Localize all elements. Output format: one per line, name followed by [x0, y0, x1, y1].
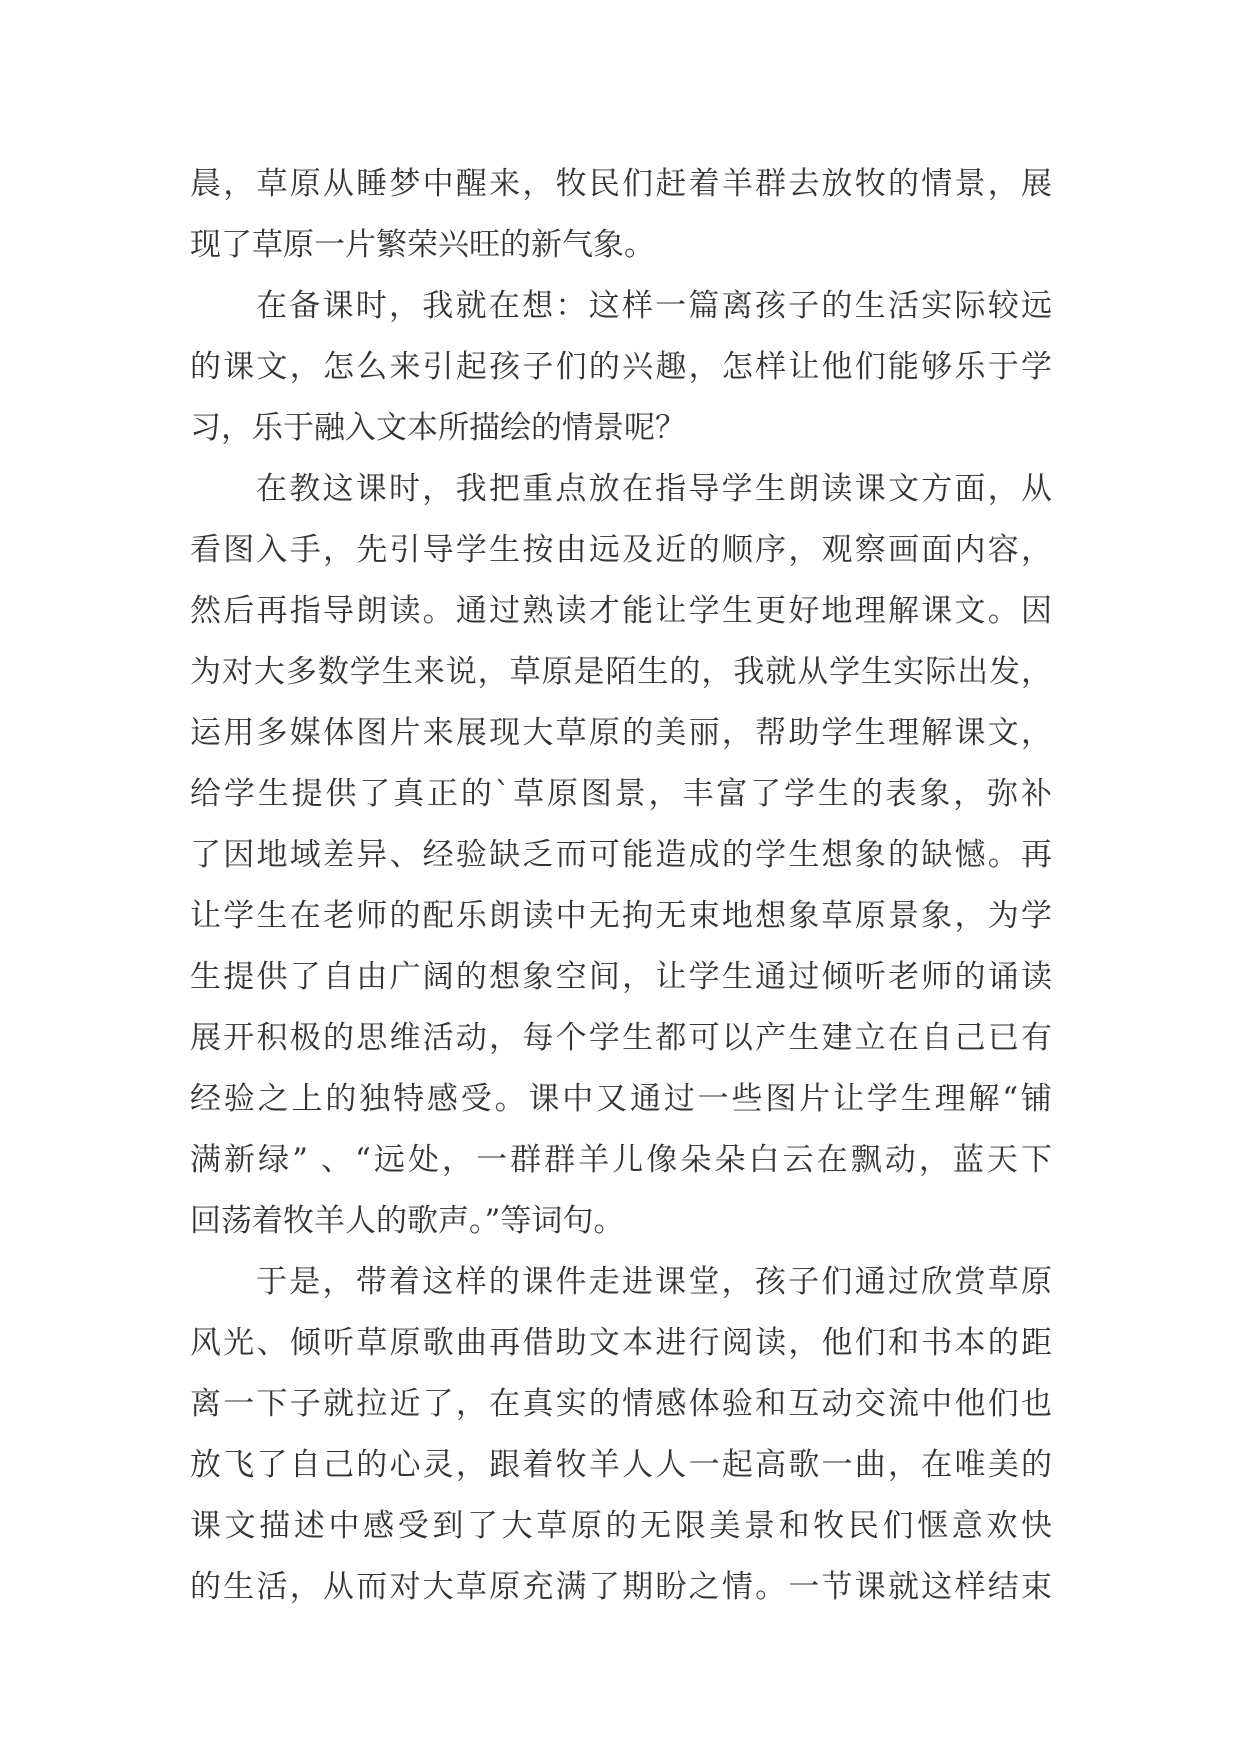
text-line: 给学生提供了真正的`草原图景，丰富了学生的表象，弥补 — [190, 776, 1052, 812]
text-line: 课文描述中感受到了大草原的无限美景和牧民们惬意欢快 — [190, 1508, 1052, 1544]
text-line: 的生活，从而对大草原充满了期盼之情。一节课就这样结束 — [190, 1569, 1052, 1605]
document-body — [190, 154, 1052, 1618]
text-line: 离一下子就拉近了，在真实的情感体验和互动交流中他们也 — [190, 1386, 1052, 1422]
text-line: 展开积极的思维活动，每个学生都可以产生建立在自己已有 — [190, 1020, 1052, 1056]
text-line: 于是，带着这样的课件走进课堂，孩子们通过欣赏草原 — [256, 1264, 1052, 1300]
text-line: 晨，草原从睡梦中醒来，牧民们赶着羊群去放牧的情景，展 — [190, 166, 1052, 202]
text-line: 满新绿” 、“远处，一群群羊儿像朵朵白云在飘动，蓝天下 — [190, 1142, 1052, 1178]
text-line: 在教这课时，我把重点放在指导学生朗读课文方面，从 — [256, 471, 1052, 507]
text-line: 了因地域差异、经验缺乏而可能造成的学生想象的缺憾。再 — [190, 837, 1052, 873]
text-line: 然后再指导朗读。通过熟读才能让学生更好地理解课文。因 — [190, 593, 1052, 629]
text-line: 在备课时，我就在想：这样一篇离孩子的生活实际较远 — [256, 288, 1052, 324]
text-line: 生提供了自由广阔的想象空间，让学生通过倾听老师的诵读 — [190, 959, 1052, 995]
text-line: 放飞了自己的心灵，跟着牧羊人人一起高歌一曲，在唯美的 — [190, 1447, 1052, 1483]
text-line: 让学生在老师的配乐朗读中无拘无束地想象草原景象，为学 — [190, 898, 1052, 934]
text-line: 现了草原一片繁荣兴旺的新气象。 — [190, 227, 655, 263]
text-line: 回荡着牧羊人的歌声。”等词句。 — [190, 1203, 625, 1239]
text-line: 为对大多数学生来说，草原是陌生的，我就从学生实际出发， — [190, 654, 1052, 690]
text-line: 风光、倾听草原歌曲再借助文本进行阅读，他们和书本的距 — [190, 1325, 1052, 1361]
text-line: 习，乐于融入文本所描绘的情景呢？ — [190, 410, 686, 446]
text-line: 的课文，怎么来引起孩子们的兴趣，怎样让他们能够乐于学 — [190, 349, 1052, 385]
text-line: 看图入手，先引导学生按由远及近的顺序，观察画面内容， — [190, 532, 1052, 568]
text-line: 运用多媒体图片来展现大草原的美丽，帮助学生理解课文， — [190, 715, 1052, 751]
text-line: 经验之上的独特感受。课中又通过一些图片让学生理解“铺 — [190, 1081, 1052, 1117]
